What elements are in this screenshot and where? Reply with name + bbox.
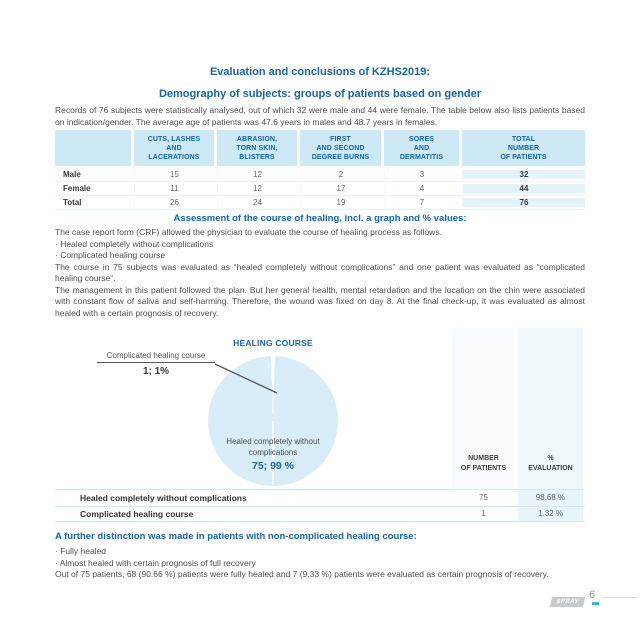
- further-distinction-body: [55, 546, 585, 581]
- healing-course-chart: [55, 328, 585, 489]
- header-line: NUMBER: [468, 455, 499, 462]
- header-line: AND: [413, 144, 430, 152]
- assessment-bullet2: · Complicated healing course: [55, 250, 166, 260]
- cell-patients: 75: [479, 493, 488, 503]
- row-label: Complicated healing course: [80, 508, 194, 519]
- summary-row-healed: [55, 489, 585, 506]
- header-line: OF PATIENTS: [460, 465, 507, 472]
- further-distinction-heading: A further distinction was made in patients with non-complicated healing course:: [55, 531, 417, 542]
- header-line: AND SECOND: [316, 144, 365, 152]
- assessment-para1: The case report form (CRF) allowed the physician to evaluate the course of healing process as follows.: [55, 227, 442, 237]
- cell-value: 26: [134, 198, 214, 207]
- pie-slice-label: [173, 437, 373, 472]
- header-line: %: [547, 455, 554, 462]
- page-number: 6: [589, 589, 596, 601]
- brand-badge: SPRAY: [550, 597, 585, 607]
- slice-label-line: complications: [248, 447, 298, 457]
- intro-paragraph: Records of 76 subjects were statistically analysed, out of which 32 were male and 44 were female. The table below also lists patients based on indication/gender. The average age of patients was 47.6 years in males and 48.7 years in females.: [55, 105, 585, 127]
- cell-value: 24: [217, 198, 297, 207]
- header-line: SORES: [408, 135, 434, 143]
- callout-label: Complicated healing course: [97, 351, 215, 363]
- cell-value: 4: [384, 184, 459, 193]
- cell-patients: 1: [481, 509, 486, 519]
- gender-table-body: [55, 168, 585, 210]
- further-bullet2: · Almost healed with certain prognosis of full recovery: [55, 557, 256, 568]
- footer-teal-mark: [592, 602, 599, 605]
- header-line: DERMATITIS: [399, 153, 444, 161]
- gender-table-header-burns: [300, 130, 381, 166]
- gender-table: [55, 130, 585, 210]
- cell-value: 3: [384, 170, 459, 179]
- page-subtitle: Demography of subjects: groups of patients based on gender: [158, 88, 482, 100]
- assessment-para3: The management in this patient followed the plan. But her general health, mental retardation and the location on the chin were associated with constant flow of saliva and self-harming. Therefore, the wound was fixed on day 8. At the final check-up, it was evaluated as almost healed with a certain prognosis of recovery.: [55, 284, 585, 318]
- table-row-total: [55, 196, 585, 210]
- header-line: LACERATIONS: [148, 153, 200, 161]
- cell-total: 76: [462, 198, 585, 207]
- assessment-body: [55, 227, 585, 319]
- gender-table-header-total: [462, 130, 585, 166]
- footer-divider-line: [603, 597, 637, 598]
- cell-value: 11: [134, 184, 214, 193]
- pie-callout: [97, 351, 215, 377]
- header-line: BLISTERS: [239, 153, 275, 161]
- summary-header-evaluation: [518, 454, 583, 474]
- header-line: OF PATIENTS: [500, 153, 547, 161]
- cell-value: 2: [300, 170, 381, 179]
- row-label: Female: [63, 184, 91, 193]
- table-row-female: [55, 182, 585, 196]
- table-row-male: [55, 168, 585, 182]
- cell-evaluation: 1.32 %: [518, 507, 583, 522]
- header-line: DEGREE BURNS: [311, 153, 370, 161]
- header-line: FIRST: [330, 135, 351, 143]
- header-line: TOTAL: [511, 135, 536, 143]
- cell-value: 17: [300, 184, 381, 193]
- summary-row-complicated: [55, 506, 585, 523]
- gender-table-header-sores: [384, 130, 459, 166]
- gender-table-header-cuts: [134, 130, 214, 166]
- cell-value: 19: [300, 198, 381, 207]
- assessment-heading: Assessment of the course of healing, incl. a graph and % values:: [173, 213, 467, 224]
- header-line: TORN SKIN,: [236, 144, 278, 152]
- cell-total: 32: [462, 170, 585, 179]
- header-line: AND: [166, 144, 182, 152]
- further-para: Out of 75 patients, 68 (90.66 %) patients were fully healed and 7 (9.33 %) patients were evaluated as certain prognosis of recovery.: [55, 569, 549, 579]
- chart-title: HEALING COURSE: [233, 338, 313, 348]
- callout-value: 1; 1%: [142, 366, 170, 377]
- header-line: NUMBER: [507, 144, 540, 152]
- slice-value: 75; 99 %: [251, 460, 295, 472]
- row-label: Total: [63, 198, 82, 207]
- gender-table-header-abrasion: [217, 130, 297, 166]
- header-line: CUTS, LASHES: [147, 135, 201, 143]
- page-content: [55, 0, 585, 619]
- slice-label-line: Healed completely without: [226, 437, 320, 446]
- cell-evaluation: 98.68 %: [518, 490, 583, 506]
- cell-value: 15: [134, 170, 214, 179]
- row-label: Healed completely without complications: [80, 492, 247, 503]
- summary-header-patients: [452, 454, 515, 474]
- header-line: EVALUATION: [528, 465, 573, 472]
- cell-value: 12: [217, 184, 297, 193]
- cell-value: 7: [384, 198, 459, 207]
- header-line: ABRASION,: [236, 135, 278, 143]
- summary-table: [55, 489, 585, 522]
- assessment-para2: The course in 75 subjects was evaluated as “healed completely without complications” and one patient was evaluated as “complicated healing course“.: [55, 261, 585, 283]
- cell-value: 12: [217, 170, 297, 179]
- further-bullet1: · Fully healed: [55, 546, 107, 556]
- cell-total: 44: [462, 184, 585, 193]
- assessment-bullet1: · Healed completely without complications: [55, 238, 214, 249]
- page-title: Evaluation and conclusions of KZHS2019:: [209, 66, 431, 78]
- gender-table-header-row: [55, 130, 585, 166]
- row-label: Male: [63, 170, 81, 179]
- gender-table-header-empty: [55, 130, 131, 166]
